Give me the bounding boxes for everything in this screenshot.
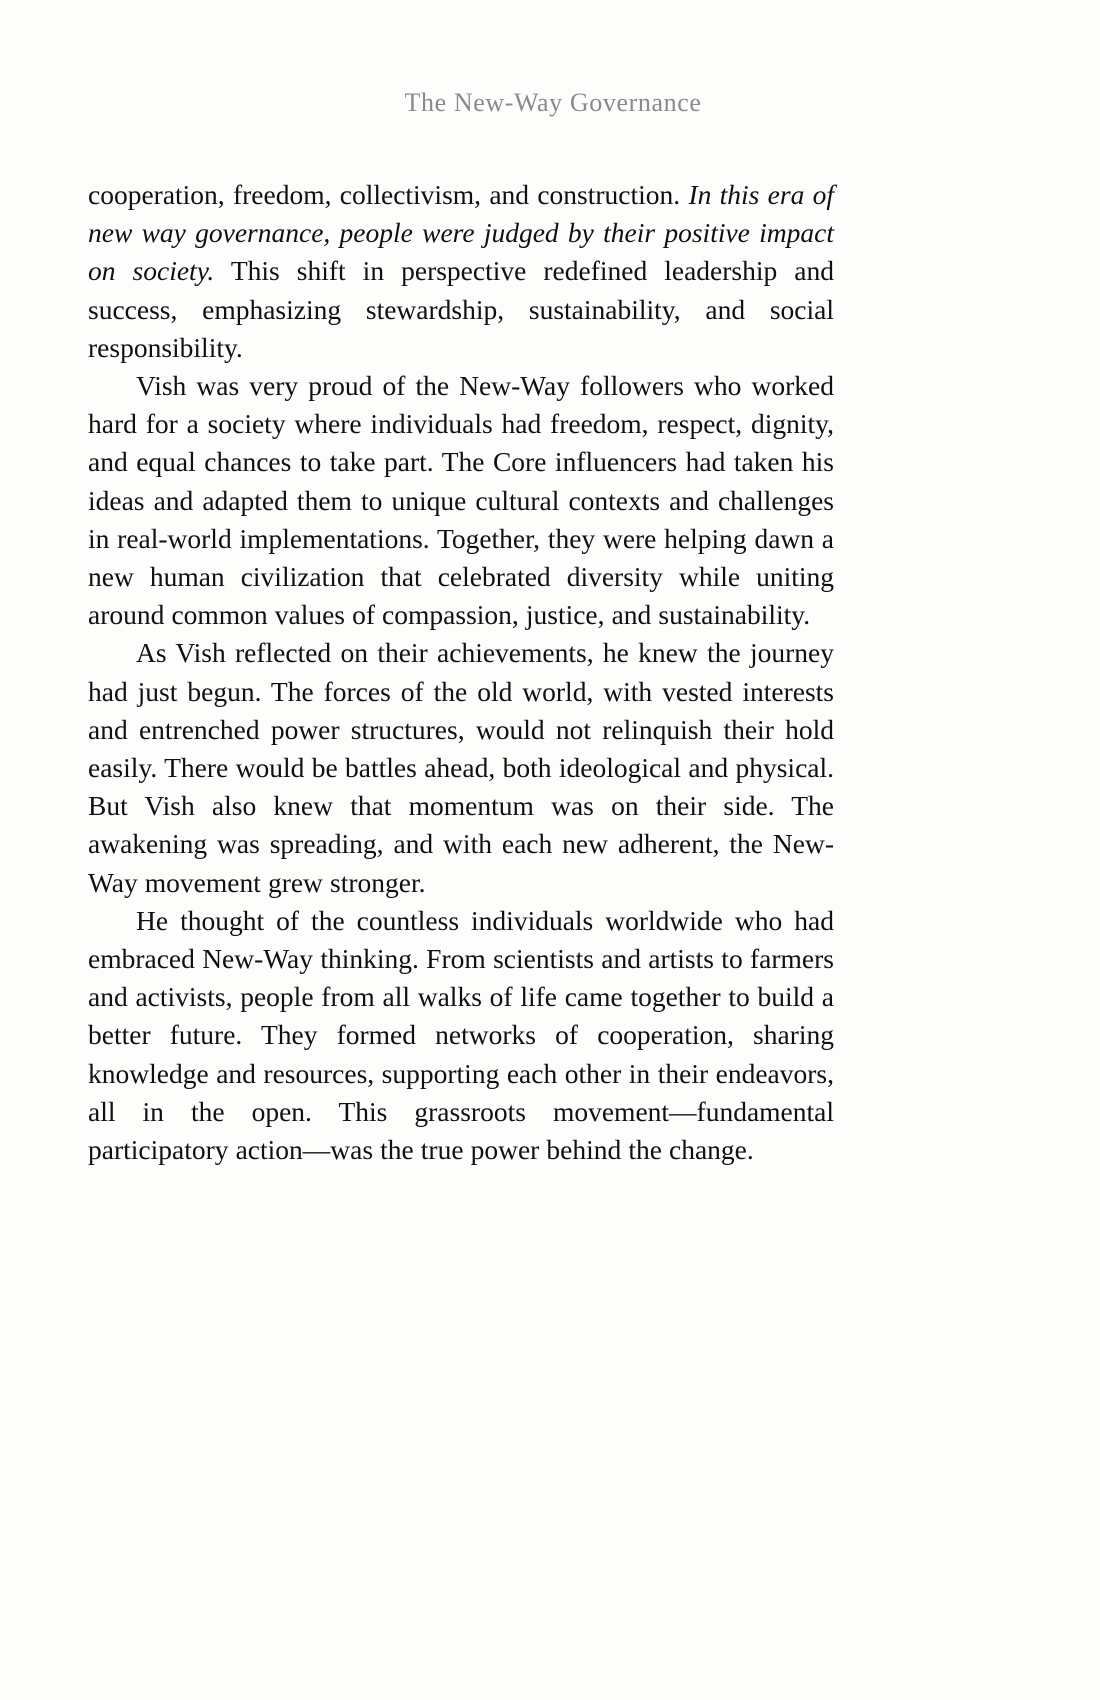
paragraph-he-thought: He thought of the countless individuals worldwide who had embraced New-Way thinking. From scientists and artists to farmers and activists, people from all walks of life came together to build a better future. They formed networks of cooperation, sharing knowledge and resources, supporting each other in their endeavors, all in the open. This grassroots movement—fundamental participatory action—was the true power behind the change. (88, 904, 834, 1166)
body-text-block (88, 176, 834, 1169)
paragraph-vish-proud: Vish was very proud of the New-Way followers who worked hard for a society where individuals had freedom, respect, dignity, and equal chances to take part. The Core influencers had taken his ideas and adapted them to unique cultural contexts and challenges in real-world implementations. Together, they were helping dawn a new human civilization that celebrated diversity while uniting around common values of compassion, justice, and sustainability. (88, 370, 834, 631)
paragraph-lead-text: cooperation, freedom, collectivism, and construction. (88, 179, 689, 210)
running-header (0, 88, 1100, 118)
paragraph-as-vish-reflected: As Vish reflected on their achievements, he knew the journey had just begun. The forces of the old world, with vested interests and entrenched power structures, would not relinquish their hold easily. There would be battles ahead, both ideological and physical. But Vish also knew that momentum was on their side. The awakening was spreading, and with each new adherent, the New-Way movement grew stronger. (88, 637, 834, 898)
running-header-text: The New-Way Governance (404, 88, 702, 117)
paragraph-cooperation (88, 176, 834, 367)
paragraph-tail-text: This shift in perspective redefined leadership and success, emphasizing stewardship, sustainability, and social responsibility. (88, 255, 834, 363)
paragraph-italic-passage: In this era of new way governance, people were judged by their positive impact on society. (88, 179, 834, 287)
